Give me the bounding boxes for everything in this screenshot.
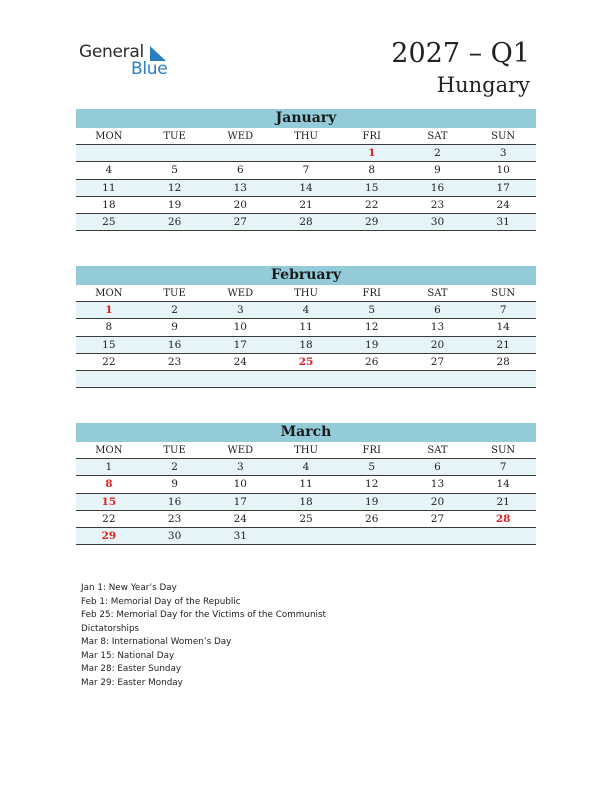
logo-text-general: General	[79, 42, 144, 62]
weekday-label: MON	[95, 288, 123, 299]
day-cell: 18	[299, 495, 313, 508]
day-cell: 30	[167, 529, 182, 542]
week-row	[76, 302, 536, 319]
day-cell: 15	[102, 338, 116, 351]
holiday-day-cell: 15	[101, 495, 117, 508]
day-cell: 27	[233, 215, 247, 228]
day-cell: 22	[102, 512, 116, 525]
day-cell: 23	[430, 198, 445, 211]
day-cell: 30	[430, 215, 445, 228]
day-cell: 26	[365, 355, 379, 368]
week-row	[76, 494, 536, 511]
day-cell: 27	[430, 355, 445, 368]
day-cell: 4	[302, 304, 310, 317]
day-cell: 26	[167, 215, 182, 228]
day-cell: 9	[171, 321, 178, 334]
holiday-note: Feb 25: Memorial Day for the Victims of the Communist	[81, 610, 327, 620]
day-cell: 19	[167, 198, 182, 211]
day-cell: 9	[171, 478, 178, 491]
weekday-label: THU	[294, 445, 318, 456]
week-row	[76, 371, 536, 388]
weekday-label: WED	[227, 131, 254, 142]
month-calendar-march	[76, 423, 536, 545]
weekday-label: WED	[227, 288, 254, 299]
holiday-note: Mar 29: Easter Monday	[81, 677, 183, 688]
day-cell	[207, 371, 273, 387]
day-cell: 6	[434, 461, 441, 474]
weekday-label: TUE	[163, 131, 186, 142]
day-cell: 20	[430, 495, 445, 508]
weekday-label: SUN	[491, 288, 516, 299]
weekday-label: SAT	[427, 131, 448, 142]
day-cell	[273, 371, 339, 387]
day-cell: 12	[365, 321, 379, 334]
day-cell: 11	[299, 321, 313, 334]
day-cell: 5	[368, 461, 376, 474]
day-cell: 7	[499, 304, 507, 317]
weekday-label: TUE	[163, 445, 186, 456]
day-cell: 17	[233, 338, 247, 351]
day-cell: 16	[167, 495, 182, 508]
week-row	[76, 476, 536, 493]
month-title: February	[76, 266, 536, 285]
day-cell: 23	[167, 512, 182, 525]
day-cell: 23	[167, 355, 182, 368]
day-cell	[142, 145, 208, 161]
day-cell: 4	[105, 164, 113, 177]
holiday-day-cell: 1	[368, 147, 376, 160]
weekday-header-row	[76, 128, 536, 145]
week-row	[76, 197, 536, 214]
day-cell: 14	[299, 181, 313, 194]
weekday-label: SUN	[491, 131, 516, 142]
logo-text-blue: Blue	[131, 59, 168, 79]
day-cell: 8	[105, 321, 113, 334]
day-cell: 18	[102, 198, 116, 211]
week-row	[76, 319, 536, 336]
week-row	[76, 214, 536, 231]
day-cell: 10	[496, 164, 510, 177]
day-cell	[76, 371, 142, 387]
holiday-day-cell: 29	[101, 529, 117, 542]
holiday-day-cell: 8	[105, 478, 113, 491]
month-title: March	[76, 423, 536, 442]
day-cell: 17	[233, 495, 247, 508]
weekday-header-row	[76, 442, 536, 459]
holiday-note: Mar 15: National Day	[81, 650, 175, 661]
day-cell: 2	[171, 304, 178, 317]
day-cell	[470, 528, 536, 544]
day-cell: 11	[299, 478, 313, 491]
week-row	[76, 337, 536, 354]
day-cell	[76, 145, 142, 161]
weekday-label: MON	[95, 131, 123, 142]
weekday-header-row	[76, 285, 536, 302]
day-cell: 5	[171, 164, 178, 177]
month-title: January	[76, 109, 536, 128]
day-cell: 18	[299, 338, 313, 351]
day-cell: 3	[499, 147, 507, 160]
day-cell	[273, 528, 339, 544]
day-cell: 11	[102, 181, 116, 194]
weekday-label: SAT	[427, 288, 448, 299]
weekday-label: SAT	[427, 445, 448, 456]
day-cell	[339, 528, 405, 544]
day-cell: 22	[102, 355, 116, 368]
day-cell: 7	[302, 164, 310, 177]
weekday-label: SUN	[491, 445, 516, 456]
day-cell: 21	[496, 495, 510, 508]
day-cell: 22	[365, 198, 379, 211]
day-cell: 13	[233, 181, 247, 194]
holiday-note: Feb 1: Memorial Day of the Republic	[81, 596, 241, 607]
weekday-label: THU	[294, 131, 318, 142]
day-cell: 29	[365, 215, 379, 228]
day-cell	[207, 145, 273, 161]
day-cell: 21	[299, 198, 313, 211]
day-cell: 21	[496, 338, 510, 351]
day-cell: 27	[430, 512, 445, 525]
day-cell: 24	[496, 198, 510, 211]
day-cell: 8	[368, 164, 376, 177]
day-cell: 12	[365, 478, 379, 491]
day-cell: 14	[496, 478, 510, 491]
week-row	[76, 145, 536, 162]
day-cell: 25	[299, 512, 313, 525]
logo	[79, 42, 179, 82]
day-cell: 15	[365, 181, 379, 194]
day-cell: 2	[171, 461, 178, 474]
month-calendar-january	[76, 109, 536, 231]
day-cell: 19	[365, 495, 379, 508]
week-row	[76, 459, 536, 476]
holiday-day-cell: 25	[298, 355, 314, 368]
day-cell: 7	[499, 461, 507, 474]
weekday-label: FRI	[362, 445, 381, 456]
day-cell: 31	[496, 215, 510, 228]
day-cell: 17	[496, 181, 510, 194]
day-cell: 13	[430, 321, 445, 334]
month-calendar-february	[76, 266, 536, 388]
country-name: Hungary	[436, 73, 530, 97]
weekday-label: THU	[294, 288, 318, 299]
weekday-label: FRI	[362, 131, 381, 142]
day-cell	[339, 371, 405, 387]
holiday-note: Jan 1: New Year’s Day	[81, 583, 177, 593]
week-row	[76, 354, 536, 371]
holiday-day-cell: 28	[495, 512, 511, 525]
day-cell: 20	[430, 338, 445, 351]
holiday-note: Mar 8: International Women’s Day	[81, 637, 232, 647]
weekday-label: FRI	[362, 288, 381, 299]
day-cell: 16	[430, 181, 445, 194]
day-cell: 16	[167, 338, 182, 351]
day-cell: 25	[102, 215, 116, 228]
day-cell: 26	[365, 512, 379, 525]
day-cell	[405, 371, 471, 387]
day-cell: 9	[434, 164, 441, 177]
day-cell: 5	[368, 304, 376, 317]
week-row	[76, 180, 536, 197]
day-cell: 1	[105, 461, 113, 474]
day-cell: 24	[233, 355, 247, 368]
day-cell	[142, 371, 208, 387]
day-cell: 6	[434, 304, 441, 317]
day-cell	[273, 145, 339, 161]
day-cell: 10	[233, 321, 247, 334]
holiday-note: Dictatorships	[81, 623, 140, 634]
day-cell: 10	[233, 478, 247, 491]
holiday-day-cell: 1	[105, 304, 113, 317]
day-cell	[470, 371, 536, 387]
day-cell: 28	[496, 355, 510, 368]
day-cell: 12	[167, 181, 182, 194]
day-cell: 3	[236, 304, 244, 317]
day-cell: 6	[236, 164, 244, 177]
week-row	[76, 162, 536, 179]
weekday-label: MON	[95, 445, 123, 456]
day-cell: 19	[365, 338, 379, 351]
week-row	[76, 511, 536, 528]
day-cell: 3	[236, 461, 244, 474]
page-title: 2027 – Q1	[391, 38, 530, 69]
day-cell	[405, 528, 471, 544]
day-cell: 31	[233, 529, 247, 542]
day-cell: 24	[233, 512, 247, 525]
day-cell: 13	[430, 478, 445, 491]
day-cell: 4	[302, 461, 310, 474]
week-row	[76, 528, 536, 545]
holiday-note: Mar 28: Easter Sunday	[81, 664, 182, 674]
day-cell: 28	[299, 215, 313, 228]
day-cell: 20	[233, 198, 247, 211]
weekday-label: TUE	[163, 288, 186, 299]
day-cell: 14	[496, 321, 510, 334]
day-cell: 2	[434, 147, 441, 160]
weekday-label: WED	[227, 445, 254, 456]
holiday-list	[81, 582, 381, 690]
